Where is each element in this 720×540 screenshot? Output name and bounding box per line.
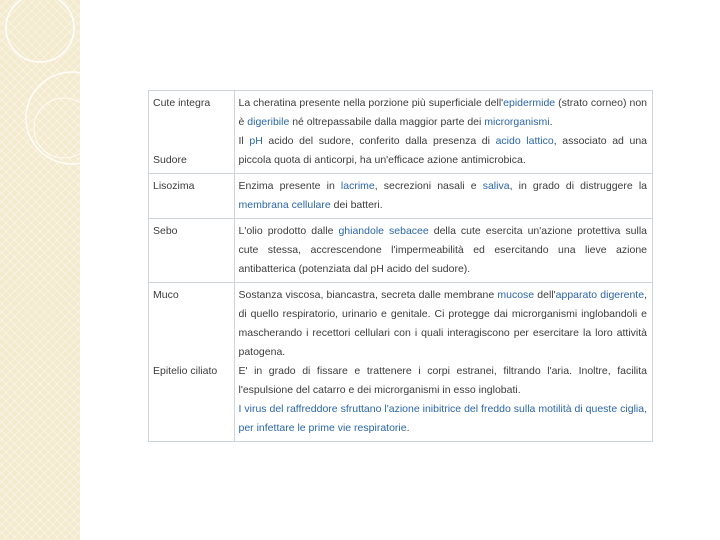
text-segment: E' in grado di fissare e trattenere i corpi estranei, filtrando l'aria. Inoltre, facilita l'espulsione del catarro e dei microrganismi in esso inglobati. (238, 365, 647, 396)
text-segment: . (406, 422, 410, 434)
row-label-cute: Cute integra (153, 97, 211, 109)
text-segment: né oltrepassabile dalla maggior parte dei (289, 116, 485, 128)
text-segment: . (549, 116, 553, 128)
term-link[interactable]: mucose (497, 289, 535, 301)
desc-muco (239, 286, 648, 362)
defense-barriers-table (148, 90, 653, 442)
term-link[interactable]: lacrime (340, 180, 375, 192)
row-desc-cell (234, 91, 652, 174)
text-segment: L'olio prodotto dalle (238, 225, 339, 237)
table-row (149, 91, 652, 174)
text-segment: , associato ad una piccola quota di anticorpi, ha un'efficace azione antimicrobica. (238, 135, 647, 166)
term-link[interactable]: pH (249, 135, 263, 147)
row-label-epitelio: Epitelio ciliato (153, 365, 218, 377)
text-segment: (strato corneo) non è (238, 97, 647, 128)
table-row (149, 174, 652, 219)
desc-cute (239, 94, 648, 132)
table-row (149, 283, 652, 442)
term-link[interactable]: acido lattico (495, 135, 554, 147)
row-label-sudore: Sudore (153, 154, 187, 166)
desc-sebo (239, 222, 648, 279)
term-link[interactable]: saliva (482, 180, 510, 192)
row-desc-cell (234, 174, 652, 219)
row-label-cell (149, 283, 234, 442)
term-link[interactable]: microrganismi (484, 116, 550, 128)
text-segment: dell' (534, 289, 556, 301)
desc-epitelio-virus (239, 400, 648, 438)
term-link[interactable]: apparato digerente (555, 289, 645, 301)
text-segment: Enzima presente in (238, 180, 341, 192)
desc-epitelio (239, 362, 648, 400)
desc-lisozima (239, 177, 648, 215)
decorative-circles (0, 0, 80, 540)
text-segment: , in grado di distruggere la (509, 180, 647, 192)
text-segment: Sostanza viscosa, biancastra, secreta dalle membrane (238, 289, 498, 301)
term-link[interactable]: vie respiratorie (337, 422, 407, 434)
text-segment: La cheratina presente nella porzione più superficiale dell' (238, 97, 504, 109)
decorative-side-band (0, 0, 80, 540)
term-link[interactable]: digeribile (247, 116, 290, 128)
term-link[interactable]: ghiandole sebacee (338, 225, 429, 237)
term-link[interactable]: I virus del raffreddore sfruttano l'azione inibitrice del freddo sulla motilità di queste ciglia, per infettare le prime (238, 403, 647, 434)
row-label-sebo: Sebo (153, 225, 178, 237)
text-segment: dei batteri. (330, 199, 383, 211)
text-segment: della cute esercita un'azione protettiva sulla cute stessa, accrescendone l'impermeabilità ed esercitando una lieve azione antibatterica (potenziata dal pH acido del sudore). (238, 225, 647, 275)
text-segment: Il (238, 135, 250, 147)
desc-sudore (239, 132, 648, 170)
row-desc-cell (234, 219, 652, 283)
text-segment: , secrezioni nasali e (374, 180, 483, 192)
term-link[interactable]: membrana cellulare (238, 199, 331, 211)
row-label-cell (149, 174, 234, 219)
row-label-cell (149, 219, 234, 283)
term-link[interactable]: epidermide (503, 97, 556, 109)
table-row (149, 219, 652, 283)
text-segment: , di quello respiratorio, urinario e genitale. Ci protegge dai microrganismi inglobandoli e mascherando i recettori cellulari con i quali interagiscono per esercitare la loro attività patogena. (238, 289, 647, 358)
text-segment: acido del sudore, conferito dalla presenza di (262, 135, 496, 147)
row-label-muco: Muco (153, 289, 179, 301)
row-label-lisozima: Lisozima (153, 180, 195, 192)
row-desc-cell (234, 283, 652, 442)
row-label-cell (149, 91, 234, 174)
